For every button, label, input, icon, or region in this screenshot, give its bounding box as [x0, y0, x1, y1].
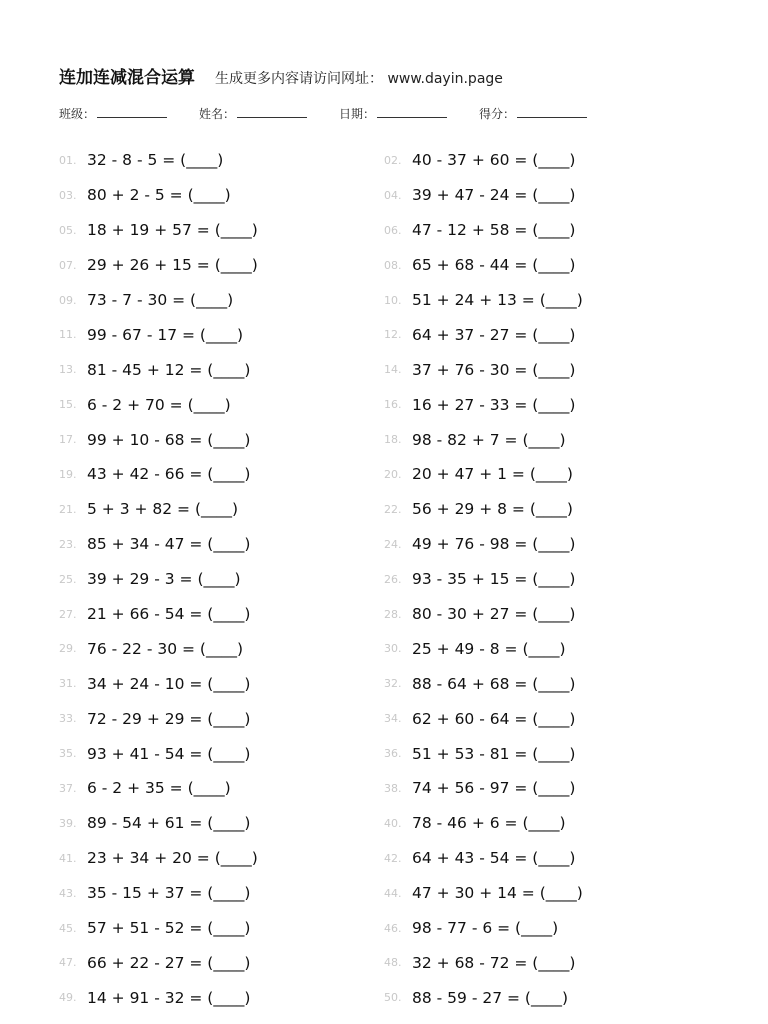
problem-row — [59, 352, 619, 387]
problem-expression: 43 + 42 - 66 = (____) — [87, 465, 251, 484]
problem-number: 28. — [384, 607, 402, 621]
problem-item — [59, 771, 231, 806]
student-info-row — [59, 105, 619, 122]
problem-number: 47. — [59, 956, 77, 970]
problem-row — [59, 701, 619, 736]
problem-expression: 93 + 41 - 54 = (____) — [87, 744, 251, 763]
problem-expression: 35 - 15 + 37 = (____) — [87, 884, 251, 903]
problem-expression: 88 - 64 + 68 = (____) — [412, 674, 576, 693]
problem-expression: 6 - 2 + 70 = (____) — [87, 395, 231, 414]
problem-expression: 76 - 22 - 30 = (____) — [87, 639, 243, 658]
problem-number: 41. — [59, 851, 77, 865]
problem-number: 03. — [59, 188, 77, 202]
problem-expression: 16 + 27 - 33 = (____) — [412, 395, 576, 414]
problem-row — [59, 771, 619, 806]
date-field — [339, 105, 479, 122]
problem-item — [59, 527, 250, 562]
problem-number: 18. — [384, 433, 402, 447]
problem-number: 12. — [384, 328, 402, 342]
problem-row — [59, 876, 619, 911]
problem-item — [59, 387, 231, 422]
problem-row — [59, 841, 619, 876]
problem-expression: 98 - 77 - 6 = (____) — [412, 919, 559, 938]
problem-number: 14. — [384, 363, 402, 377]
problem-item — [59, 492, 238, 527]
problem-item — [59, 178, 231, 213]
problem-expression: 88 - 59 - 27 = (____) — [412, 988, 568, 1007]
problem-number: 21. — [59, 502, 77, 516]
problem-item — [59, 911, 250, 946]
problem-row — [59, 527, 619, 562]
problem-number: 06. — [384, 223, 402, 237]
problem-row — [59, 597, 619, 632]
problem-item — [384, 736, 575, 771]
problem-number: 45. — [59, 921, 77, 935]
problem-number: 27. — [59, 607, 77, 621]
problem-number: 49. — [59, 991, 77, 1005]
score-label: 得分： — [479, 107, 516, 121]
problem-number: 24. — [384, 537, 402, 551]
problem-row — [59, 666, 619, 701]
problem-number: 39. — [59, 816, 77, 830]
problem-number: 37. — [59, 781, 77, 795]
name-blank — [237, 106, 307, 118]
class-field — [59, 105, 199, 122]
problem-expression: 80 - 30 + 27 = (____) — [412, 605, 576, 624]
problem-number: 11. — [59, 328, 77, 342]
problem-number: 16. — [384, 398, 402, 412]
worksheet-title: 连加连减混合运算 — [59, 68, 195, 88]
problem-item — [59, 283, 233, 318]
problem-number: 35. — [59, 747, 77, 761]
problem-row — [59, 387, 619, 422]
problem-number: 40. — [384, 816, 402, 830]
problem-row — [59, 317, 619, 352]
problem-number: 26. — [384, 572, 402, 586]
name-field — [199, 105, 339, 122]
problem-expression: 49 + 76 - 98 = (____) — [412, 535, 576, 554]
problem-row — [59, 178, 619, 213]
problem-number: 29. — [59, 642, 77, 656]
problem-row — [59, 492, 619, 527]
problem-item — [59, 248, 258, 283]
problem-row — [59, 143, 619, 178]
problem-item — [384, 597, 575, 632]
problem-row — [59, 283, 619, 318]
problem-row — [59, 562, 619, 597]
problem-row — [59, 248, 619, 283]
class-blank — [97, 106, 167, 118]
problem-expression: 66 + 22 - 27 = (____) — [87, 953, 251, 972]
problem-expression: 93 - 35 + 15 = (____) — [412, 570, 576, 589]
problem-item — [384, 317, 575, 352]
problem-item — [384, 876, 583, 911]
problem-item — [59, 736, 250, 771]
problem-item — [59, 631, 243, 666]
problem-number: 07. — [59, 258, 77, 272]
problem-number: 32. — [384, 677, 402, 691]
problem-row — [59, 631, 619, 666]
problem-item — [384, 387, 575, 422]
problem-number: 44. — [384, 886, 402, 900]
score-blank — [517, 106, 587, 118]
problem-row — [59, 457, 619, 492]
problem-expression: 23 + 34 + 20 = (____) — [87, 849, 258, 868]
problem-expression: 85 + 34 - 47 = (____) — [87, 535, 251, 554]
problem-item — [384, 806, 566, 841]
problem-expression: 32 - 8 - 5 = (____) — [87, 151, 224, 170]
problem-item — [59, 806, 250, 841]
problem-expression: 65 + 68 - 44 = (____) — [412, 256, 576, 275]
problem-number: 31. — [59, 677, 77, 691]
problem-item — [384, 213, 575, 248]
problem-number: 09. — [59, 293, 77, 307]
problem-expression: 34 + 24 - 10 = (____) — [87, 674, 251, 693]
problem-number: 43. — [59, 886, 77, 900]
problem-expression: 57 + 51 - 52 = (____) — [87, 919, 251, 938]
problem-row — [59, 911, 619, 946]
problem-number: 15. — [59, 398, 77, 412]
problem-number: 23. — [59, 537, 77, 551]
problem-row — [59, 945, 619, 980]
problem-number: 33. — [59, 712, 77, 726]
problem-expression: 72 - 29 + 29 = (____) — [87, 709, 251, 728]
problem-expression: 99 - 67 - 17 = (____) — [87, 325, 243, 344]
problem-item — [384, 283, 583, 318]
problem-number: 25. — [59, 572, 77, 586]
problem-item — [59, 562, 241, 597]
problem-item — [59, 876, 250, 911]
problem-item — [384, 248, 575, 283]
problem-item — [384, 562, 575, 597]
problem-row — [59, 422, 619, 457]
website-note: 生成更多内容请访问网址： www.dayin.page — [215, 71, 503, 87]
problem-item — [384, 771, 575, 806]
problem-item — [59, 701, 250, 736]
problem-item — [384, 178, 575, 213]
problem-expression: 29 + 26 + 15 = (____) — [87, 256, 258, 275]
problem-expression: 73 - 7 - 30 = (____) — [87, 291, 234, 309]
problem-expression: 39 + 29 - 3 = (____) — [87, 570, 241, 589]
problem-expression: 5 + 3 + 82 = (____) — [87, 500, 239, 519]
problem-expression: 64 + 43 - 54 = (____) — [412, 849, 576, 868]
problem-item — [384, 457, 573, 492]
problem-number: 20. — [384, 467, 402, 481]
problem-number: 01. — [59, 153, 77, 167]
date-blank — [377, 106, 447, 118]
problem-expression: 18 + 19 + 57 = (____) — [87, 221, 258, 240]
problem-expression: 47 - 12 + 58 = (____) — [412, 221, 576, 240]
problem-expression: 80 + 2 - 5 = (____) — [87, 186, 231, 205]
problem-item — [384, 492, 573, 527]
name-label: 姓名： — [199, 107, 236, 121]
problem-number: 02. — [384, 153, 402, 167]
problem-item — [59, 980, 250, 1015]
problem-item — [59, 422, 250, 457]
problem-number: 34. — [384, 712, 402, 726]
problem-number: 42. — [384, 851, 402, 865]
problem-expression: 14 + 91 - 32 = (____) — [87, 988, 251, 1007]
problem-expression: 25 + 49 - 8 = (____) — [412, 639, 566, 658]
problem-item — [59, 213, 258, 248]
problem-expression: 51 + 53 - 81 = (____) — [412, 744, 576, 763]
problem-item — [59, 457, 250, 492]
problem-item — [59, 841, 258, 876]
problem-number: 38. — [384, 781, 402, 795]
problem-expression: 98 - 82 + 7 = (____) — [412, 430, 566, 449]
problem-expression: 51 + 24 + 13 = (____) — [412, 291, 583, 309]
problem-item — [384, 143, 575, 178]
problem-item — [384, 911, 558, 946]
problem-expression: 37 + 76 - 30 = (____) — [412, 360, 576, 379]
problem-item — [59, 317, 243, 352]
problem-item — [384, 980, 568, 1015]
date-label: 日期： — [339, 107, 376, 121]
problem-expression: 40 - 37 + 60 = (____) — [412, 151, 576, 170]
problem-number: 46. — [384, 921, 402, 935]
problem-expression: 64 + 37 - 27 = (____) — [412, 325, 576, 344]
problem-number: 17. — [59, 433, 77, 447]
problem-expression: 62 + 60 - 64 = (____) — [412, 709, 576, 728]
problem-number: 08. — [384, 258, 402, 272]
problem-expression: 89 - 54 + 61 = (____) — [87, 814, 251, 833]
problem-item — [59, 666, 250, 701]
problem-row — [59, 980, 619, 1015]
problem-number: 19. — [59, 467, 77, 481]
problem-expression: 78 - 46 + 6 = (____) — [412, 814, 566, 833]
problem-item — [59, 597, 250, 632]
problem-item — [384, 352, 575, 387]
worksheet-header — [59, 63, 503, 88]
problem-number: 48. — [384, 956, 402, 970]
problem-expression: 6 - 2 + 35 = (____) — [87, 779, 231, 798]
problem-number: 36. — [384, 747, 402, 761]
class-label: 班级： — [59, 107, 96, 121]
problem-number: 04. — [384, 188, 402, 202]
problem-row — [59, 736, 619, 771]
problem-item — [384, 631, 566, 666]
problem-expression: 32 + 68 - 72 = (____) — [412, 953, 576, 972]
problem-number: 30. — [384, 642, 402, 656]
problem-list — [59, 143, 619, 1015]
problem-item — [384, 422, 566, 457]
problem-item — [59, 143, 223, 178]
problem-expression: 99 + 10 - 68 = (____) — [87, 430, 251, 449]
problem-row — [59, 806, 619, 841]
problem-expression: 47 + 30 + 14 = (____) — [412, 884, 583, 903]
problem-row — [59, 213, 619, 248]
problem-expression: 74 + 56 - 97 = (____) — [412, 779, 576, 798]
problem-number: 13. — [59, 363, 77, 377]
problem-number: 22. — [384, 502, 402, 516]
problem-number: 05. — [59, 223, 77, 237]
problem-expression: 39 + 47 - 24 = (____) — [412, 186, 576, 205]
problem-expression: 21 + 66 - 54 = (____) — [87, 605, 251, 624]
problem-number: 50. — [384, 991, 402, 1005]
score-field — [479, 105, 619, 122]
problem-number: 10. — [384, 293, 402, 307]
problem-item — [384, 701, 575, 736]
problem-item — [384, 527, 575, 562]
problem-expression: 81 - 45 + 12 = (____) — [87, 360, 251, 379]
problem-expression: 56 + 29 + 8 = (____) — [412, 500, 573, 519]
problem-item — [59, 945, 250, 980]
problem-item — [384, 945, 575, 980]
problem-item — [59, 352, 250, 387]
problem-expression: 20 + 47 + 1 = (____) — [412, 465, 573, 484]
problem-item — [384, 666, 575, 701]
problem-item — [384, 841, 575, 876]
